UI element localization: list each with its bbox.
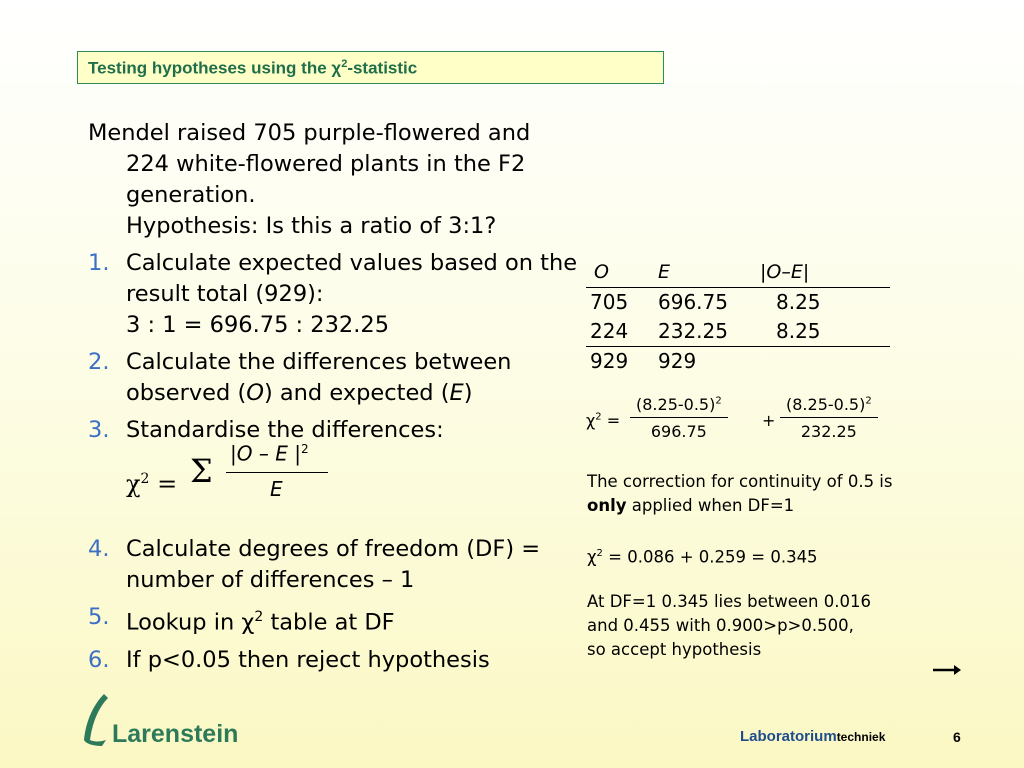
oe-table [586,258,890,376]
table-row-total: 929 929 [590,348,697,373]
step-5: 5. Lookup in $\chi^2$ table at DF [88,604,395,636]
step-2: 2. Calculate the differences between observed (O) and expected (E) [88,349,512,406]
chi-square-formula: $\chi^2$ = Σ |O – E $|^2$ E [126,446,578,528]
conclusion: At DF=1 0.345 lies between 0.016 and 0.455 with 0.900>p>0.500, so accept hypothesis [587,592,871,659]
fraction-1: $\frac{(8.25-0.5)^2}{696.75}$ [630,395,728,441]
fraction-2: $\frac{(8.25-0.5)^2}{232.25}$ [780,395,878,441]
correction-note: The correction for continuity of 0.5 is only applied when DF=1 [587,472,893,515]
step-1: 1. Calculate expected values based on the result total (929): 3 : 1 = 696.75 : 232.25 [88,250,578,338]
page-number: 6 [953,729,961,745]
title-text-end: -statistic [347,58,418,78]
step-3: 3. Standardise the differences: [88,417,444,443]
footer-brand: Laboratoriumtechniek [740,728,886,745]
slide-title [77,51,664,84]
oe-table-container [586,258,1016,376]
intro-text: Mendel raised 705 purple-flowered and 224 white-flowered plants in the F2 generation. Hypothesis: Is this a ratio of 3:1? [88,120,531,239]
table-header: O E |O–E| [586,258,890,288]
title-exp: 2 [341,58,348,70]
title-text: Testing hypotheses using the [88,58,332,78]
chi-square-calculation: $\chi^2$ = $\frac{(8.25-0.5)^2}{696.75}$ + $\frac{(8.25-0.5)^2}{232.25}$ [586,393,916,453]
title-chi: χ [331,58,342,78]
table-row: 705 696.75 8.25 [590,289,821,314]
chi-result: $\chi^2 = 0.086 + 0.259 = 0.345$ [587,547,818,567]
main-content [88,118,578,676]
sigma-symbol: Σ [190,452,213,490]
next-slide-arrow-icon[interactable] [932,662,962,678]
step-6: 6. If p<0.05 then reject hypothesis [88,646,490,673]
step-4: 4. Calculate degrees of freedom (DF) = number of differences – 1 [88,536,541,593]
table-row: 224 232.25 8.25 [586,317,890,347]
fraction-bar [226,472,328,473]
larenstein-logo-text: Larenstein [112,720,239,748]
hypothesis: Hypothesis: Is this a ratio of 3:1? [126,213,497,239]
